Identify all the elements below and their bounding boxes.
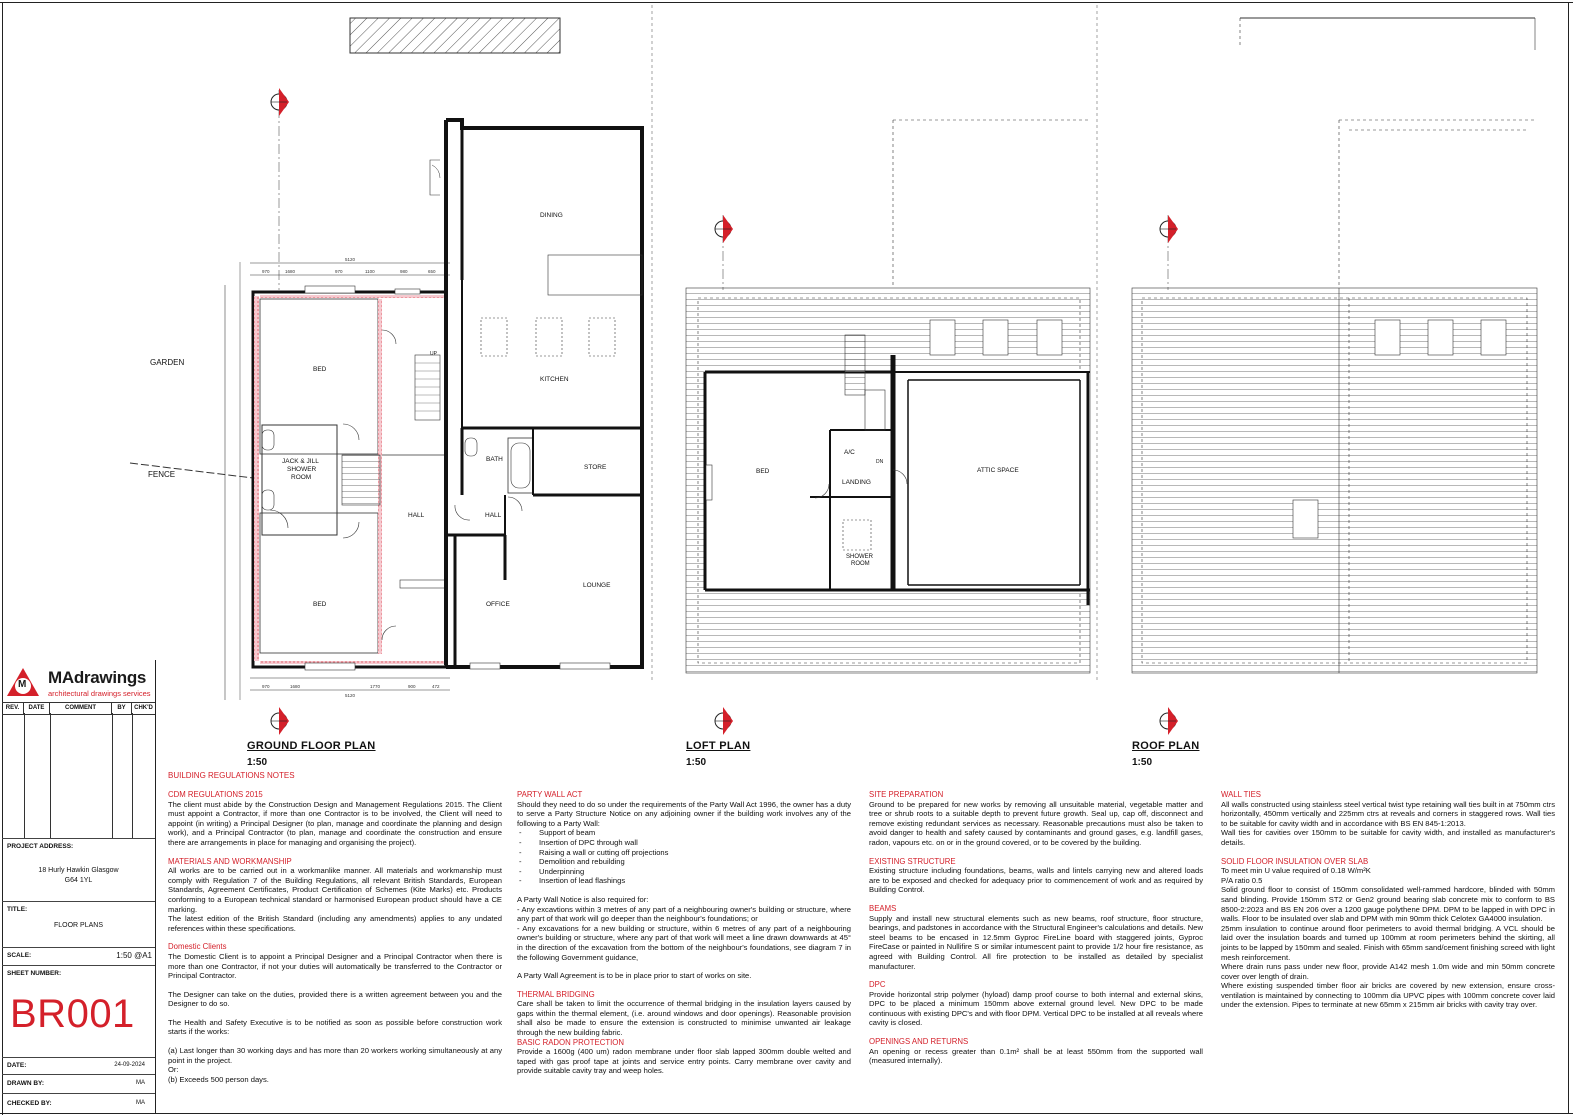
svg-text:970: 970 [335,269,343,274]
notes-column-3 [869,790,1203,1066]
room-bed-bottom: BED [313,601,327,608]
room-office: OFFICE [486,601,510,608]
ties-text2: Wall ties for cavities over 150mm to be suitable for cavity width, and installed as manufacturer's details. [1221,828,1555,847]
loft-room-shower-1: SHOWER [846,554,873,560]
domestic-or: Or: [168,1065,179,1075]
frame-bottom [0,1113,1573,1114]
openings-text: An opening or recess greater than 0.1m² shall be at least 550mm from the supported wall (measured internally). [869,1046,1203,1066]
slab-text4: Where existing suspended timber floor air bricks are covered by new extension, ensure cross-ventilation is maintained by connecting to 100mm dia UPVC pipes with 100mm concrete cover laid under the extension. Pipes to terminate at new 65mm x 215mm air bricks with cavity tray over. [1221,981,1555,1010]
party-title: PARTY WALL ACT [517,790,583,799]
materials-title: MATERIALS AND WORKMANSHIP [168,856,292,866]
loft-room-bed: BED [756,468,770,475]
brand-logo [2,662,155,702]
thermal-text: Care shall be taken to limit the occurrence of thermal bridging in the insulation layers caused by gaps within the thermal element, (i.e. around windows and door openings). Reasonable provision shall also be made to ensure the extension is constructed to minimise unwanted air leakage through the new building fabric. [517,999,851,1038]
drawn-by-value: MA [136,1080,145,1086]
svg-text:970: 970 [262,684,270,689]
room-bed-top: BED [313,366,327,373]
rev-col-by: BY [112,703,132,714]
label-garden: GARDEN [150,358,185,367]
room-jack-jill-2: SHOWER [287,466,317,473]
svg-text:5120: 5120 [345,257,356,262]
section-marker-roof-bottom [1160,707,1178,735]
party-agreement: A Party Wall Agreement is to be in place prior to start of works on site. [517,971,752,981]
svg-text:650: 650 [428,269,436,274]
materials-text: All works are to be carried out in a workmanlike manner. All materials and workmanship must comply with Regulation 7 of the Building Regulations, all relevant British Standards, European Standards, Agreement Certificates, Product Certification of Schemes (Kite Marks) etc. Products conforming to a European technical standard or harmonised European product should have a CE marking. [168,866,502,914]
site-text: Ground to be prepared for new works by removing all unsuitable material, vegetable matter and tree or shrub roots to a suitable depth to prevent future growth. Seal up, cap off, disconnect and remove existing redundant services as necessary. Reasonable precautions must also be taken to avoid danger to health and safety caused by contaminants and ground gases, e.g. landfill gases, radon, vapours etc. on or in the ground covered, or to be covered by the building. [869,799,1203,847]
rev-grid-3 [112,713,113,838]
rev-col-rev: REV. [2,703,24,714]
loft-label-ac: A/C [844,449,855,456]
openings-title: OPENINGS AND RETURNS [869,1037,969,1047]
loft-room-attic: ATTIC SPACE [977,467,1019,474]
room-jack-jill-3: ROOM [291,474,312,481]
domestic-a: (a) Last longer than 30 working days and has more than 20 workers working simultaneously at any point in the project. [168,1046,502,1065]
sheet-number-label: SHEET NUMBER: [7,970,62,977]
loft-room-landing: LANDING [842,479,871,486]
slab-pa: P/A ratio 0.5 [1221,875,1263,885]
slab-text2: 25mm insulation to continue around floor perimeters to avoid thermal bridging. A VCL should be laid over the insulation boards and turned up 100mm at room perimeters behind the skirting, all joints to be lapped by 150mm and sealed. Finish with 65mm sand/cement finishing screed with light mesh reinforcement. [1221,923,1555,962]
ground-plan-title: GROUND FLOOR PLAN [247,740,376,752]
rev-grid-2 [50,713,51,838]
dpc-title: DPC [869,980,886,990]
room-dining: DINING [540,212,563,219]
project-address-label: PROJECT ADDRESS: [7,843,74,850]
section-marker-ground-top [271,88,289,290]
party-text: Should they need to do so under the requirements of the Party Wall Act 1996, the owner has a duty to serve a Party Structure Notice on any adjoining owner if the building work involves any of the following to a Party Wall: [517,799,851,828]
brand-tagline: architectural drawings services [48,689,151,698]
svg-text:472: 472 [432,684,440,689]
scale-label: SCALE: [7,952,32,959]
beams-text: Supply and install new structural elements such as new beams, roof structure, floor structure, bearings, and padstones in accordance with the Structural Engineer's calculations and details. New steel beams to be encased in 12.5mm Gyproc FireLine board with staggered joints, Gyproc FireCase or painted in Nullifire S or similar intumescent paint to provide 1/2 hour fire resistance, as agreed with Building Control. All fire protection to be installed as detailed by specialist manufacturer. [869,913,1203,971]
neighbour-hatch [350,18,560,53]
notes-main-title: BUILDING REGULATIONS NOTES [168,771,295,780]
room-store: STORE [584,464,607,471]
party-item: - Raising a wall or cutting off projections [517,848,851,858]
section-marker-loft-top [715,215,733,290]
date-label: DATE: [7,1062,27,1069]
date-value: 24-09-2024 [114,1062,145,1068]
existing-text: Existing structure including foundations, beams, walls and lintels carrying new and altered loads are to be exposed and checked for adequacy prior to commencement of work and as required by Building Control. [869,866,1203,895]
domestic-text3: The Health and Safety Executive is to be notified as soon as possible before construction work starts if the works: [168,1017,502,1037]
domestic-text: The Domestic Client is to appoint a Principal Designer and a Principal Contractor when there is more than one Contractor, if not your duties will automatically be transferred to the Contractor or Principal Contractor. [168,951,502,981]
svg-text:900: 900 [408,684,416,689]
party-items [517,828,851,886]
drawn-by-label: DRAWN BY: [7,1080,45,1087]
project-address-line1: 18 Hurly Hawkin Glasgow [38,867,119,874]
scale-value: 1:50 @A1 [116,951,152,960]
dpc-text: Provide horizontal strip polymer (hyload) damp proof course to both internal and external skins, DPC to be placed a minimum 150mm above external ground level. New DPC to be made continuous with existing DPC's and with floor DPM. Vertical DPC to be installed at all reveals where cavity is closed. [869,989,1203,1028]
svg-text:1770: 1770 [370,684,381,689]
roof-plan [1132,120,1537,735]
thermal-title: THERMAL BRIDGING [517,989,595,999]
brand-name: MAdrawings [48,668,147,687]
domestic-text2: The Designer can take on the duties, provided there is a written agreement between you and the Designer to do so. [168,989,502,1009]
room-kitchen: KITCHEN [540,376,569,383]
room-hall-left: HALL [408,512,425,519]
rev-col-comment: COMMENT [50,703,112,714]
section-marker-loft-bottom [715,707,733,735]
party-notice-b: - Any excavations for a new building or structure, within 6 metres of any part of a neighbouring owner's building or structure, where any part of that work will meet a line drawn downwards at 45° in the direction of the excavation from the bottom of the neighbour's foundations, see diagram 7 in the following Government guidance, [517,923,851,962]
party-item: - Demolition and rebuilding [517,857,851,867]
svg-text:5120: 5120 [345,693,356,698]
svg-text:980: 980 [400,269,408,274]
beams-title: BEAMS [869,903,897,913]
loft-label-dn: DN [876,459,884,465]
party-notice: A Party Wall Notice is also required for: [517,894,649,904]
notes-column-4 [1221,790,1555,1010]
sheet-number: BR001 [10,992,135,1036]
ties-title: WALL TIES [1221,790,1262,799]
title-value: FLOOR PLANS [53,922,103,929]
cdm-text: The client must abide by the Construction Design and Management Regulations 2015. The Client must appoint a Contractor, if more than one Contractor is to be involved, the Client will need to appoint (in writing) a Principal Designer (to plan, manage and coordinate the planning and design work), and a Principal Contractor (to plan, manage and coordinate the construction and ensure there are arrangements in place for managing and organising the project). [168,799,502,847]
radon-title: BASIC RADON PROTECTION [517,1037,625,1047]
loft-plan-title: LOFT PLAN [686,740,751,752]
svg-text:1100: 1100 [365,269,375,274]
slab-text3: Where drain runs pass under new floor, provide A142 mesh 1.0m wide and min 50mm concrete cover over length of drain. [1221,962,1555,981]
party-item: - Underpinning [517,867,851,877]
roof-plan-scale: 1:50 [1132,757,1153,768]
loft-room-shower-2: ROOM [851,561,870,567]
loft-plan [686,120,1090,735]
logo-badge-letter: M [18,679,27,690]
existing-title: EXISTING STRUCTURE [869,856,956,866]
slab-text: Solid ground floor to consist of 150mm consolidated well-rammed hardcore, blinded with 50mm sand blinding. Provide 150mm ST2 or Gen2 ground bearing slab concrete mix to conform to BS 8500-2:2023 and BS EN 206 over a 1200 gauge polythene DPM. DPM to be lapped in with DPC in walls. Floor to be insulated over slab and DPM with min 90mm thick Celotex GA4000 insulation. [1221,885,1555,924]
materials-text2: The latest edition of the British Standard (including any amendments) applies to any undated references within these specifications. [168,914,502,933]
notes-column-1 [168,790,502,1084]
room-lounge: LOUNGE [583,582,611,589]
site-title: SITE PREPARATION [869,790,944,799]
checked-by-value: MA [136,1100,145,1106]
room-bath: BATH [486,456,503,463]
party-item: - Support of beam [517,828,851,838]
svg-text:970: 970 [262,269,270,274]
rev-col-date: DATE [24,703,50,714]
title-label: TITLE: [7,906,28,913]
notes-column-2 [517,790,851,1076]
project-address-line2: G64 1YL [64,877,93,884]
ground-floor-plan [130,88,642,735]
loft-plan-scale: 1:50 [686,757,707,768]
section-marker-roof-top [1160,215,1178,290]
cdm-title: CDM REGULATIONS 2015 [168,790,263,799]
checked-by-label: CHECKED BY: [7,1100,52,1107]
slab-title: SOLID FLOOR INSULATION OVER SLAB [1221,856,1369,866]
domestic-b: (b) Exceeds 500 person days. [168,1074,269,1084]
svg-text:1680: 1680 [285,269,296,274]
room-jack-jill-1: JACK & JILL [282,458,319,465]
rev-grid-4 [132,713,133,838]
party-item: - Insertion of lead flashings [517,876,851,886]
slab-u: To meet min U value required of 0.18 W/m²K [1221,866,1371,876]
rev-col-chkd: CHK'D [134,705,153,711]
domestic-title: Domestic Clients [168,942,227,952]
label-fence: FENCE [148,470,176,479]
ground-plan-scale: 1:50 [247,757,268,768]
party-item: - Insertion of DPC through wall [517,838,851,848]
radon-text: Provide a 1600g (400 um) radon membrane under floor slab lapped 300mm double welted and taped with gas proof tape at joints and service entry points. Carry membrane over cavity and provide suitable cavity tray and weep holes. [517,1047,851,1076]
svg-text:1680: 1680 [290,684,301,689]
party-notice-a: - Any excavtions within 3 metres of any part of a neighbouring owner's building or structure, where any part of that work will go deeper than the neighbour's foundations; or [517,904,851,924]
rev-grid-1 [24,713,25,838]
section-marker-ground-bottom [271,707,289,735]
ties-text: All walls constructed using stainless steel vertical twist type retaining wall ties built in at 750mm ctrs horizontally, 450mm vertically and 225mm ctrs at reveals and corners in staggered rows. Wall ties to be suitable for cavity width and in accordance with BS EN 845-1:2013. [1221,799,1555,828]
label-up: UP [430,351,437,357]
roof-plan-title: ROOF PLAN [1132,740,1200,752]
room-hall-right: HALL [485,512,502,519]
